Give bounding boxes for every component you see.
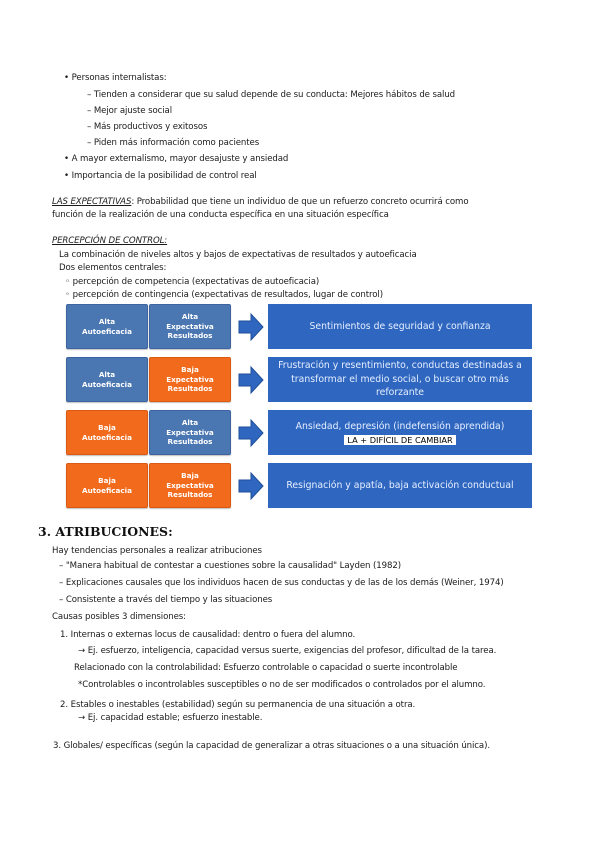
result-box: Ansiedad, depresión (indefensión aprendida) LA + DIFÍCIL DE CAMBIAR [268, 410, 532, 455]
expectativa-cell: Alta Expectativa Resultados [149, 410, 231, 455]
autoeficacia-cell: Baja Autoeficacia [66, 463, 148, 508]
expectativas-paragraph [52, 197, 468, 207]
result-box: Frustración y resentimiento, conductas destinadas a transformar el medio social, o buscar otro más reforzante [268, 357, 532, 402]
list-item: – Mejor ajuste social [87, 106, 173, 116]
list-item: – Piden más información como pacientes [87, 138, 260, 148]
arrow-right-icon [238, 365, 264, 395]
autoeficacia-cell: Baja Autoeficacia [66, 410, 148, 455]
expectativa-cell: Alta Expectativa Resultados [149, 304, 231, 349]
percepcion-line1: La combinación de niveles altos y bajos de expectativas de resultados y autoeficacia [59, 250, 417, 260]
internalists-heading: • Personas internalistas: [64, 73, 167, 83]
list-item: → Ej. capacidad estable; esfuerzo inestable. [78, 713, 263, 723]
list-item: – Tienden a considerar que su salud depende de su conducta: Mejores hábitos de salud [87, 90, 456, 100]
expectativa-cell: Baja Expectativa Resultados [149, 463, 231, 508]
numbered-item: 1. Internas o externas locus de causalidad: dentro o fuera del alumno. [60, 630, 356, 640]
list-item: • A mayor externalismo, mayor desajuste y ansiedad [64, 154, 289, 164]
difficulty-tag: LA + DIFÍCIL DE CAMBIAR [344, 435, 455, 446]
percepcion-label: PERCEPCIÓN DE CONTROL: [52, 236, 168, 246]
control-perception-diagram [66, 304, 532, 507]
list-item: – Consistente a través del tiempo y las situaciones [59, 595, 273, 605]
arrow-right-icon [238, 418, 264, 448]
list-item: • Importancia de la posibilidad de control real [64, 171, 257, 181]
expectativa-cell: Baja Expectativa Resultados [149, 357, 231, 402]
percepcion-bullet2: ◦ percepción de contingencia (expectativas de resultados, lugar de control) [65, 290, 383, 300]
arrow-right-icon [238, 471, 264, 501]
result-box: Resignación y apatía, baja activación conductual [268, 463, 532, 508]
paragraph: Relacionado con la controlabilidad: Esfuerzo controlable o capacidad o suerte incontrolable [74, 663, 458, 673]
list-item: – "Manera habitual de contestar a cuestiones sobre la causalidad" Layden (1982) [59, 561, 402, 571]
list-item: – Explicaciones causales que los individuos hacen de sus conductas y de las de los demás (Weiner, 1974) [59, 578, 504, 588]
paragraph: Hay tendencias personales a realizar atribuciones [52, 546, 262, 556]
result-box: Sentimientos de seguridad y confianza [268, 304, 532, 349]
list-item: → Ej. esfuerzo, inteligencia, capacidad versus suerte, exigencias del profesor, dificultad de la tarea. [78, 646, 497, 656]
arrow-right-icon [238, 312, 264, 342]
paragraph: *Controlables o incontrolables susceptibles o no de ser modificados o controlados por el alumno. [78, 680, 486, 690]
percepcion-line2: Dos elementos centrales: [59, 263, 167, 273]
numbered-item: 3. Globales/ específicas (según la capacidad de generalizar a otras situaciones o a una situación única). [53, 741, 490, 751]
expectativas-line1: : Probabilidad que tiene un individuo de que un refuerzo concreto ocurrirá como [131, 197, 469, 207]
autoeficacia-cell: Alta Autoeficacia [66, 357, 148, 402]
expectativas-label: LAS EXPECTATIVAS [52, 197, 132, 207]
section-heading: 3. ATRIBUCIONES: [38, 524, 173, 539]
expectativas-line2: función de la realización de una conducta específica en una situación específica [52, 210, 389, 220]
numbered-item: 2. Estables o inestables (estabilidad) según su permanencia de una situación a otra. [60, 700, 416, 710]
autoeficacia-cell: Alta Autoeficacia [66, 304, 148, 349]
list-item: – Más productivos y exitosos [87, 122, 208, 132]
paragraph: Causas posibles 3 dimensiones: [52, 612, 186, 622]
percepcion-bullet1: ◦ percepción de competencia (expectativas de autoeficacia) [65, 277, 320, 287]
